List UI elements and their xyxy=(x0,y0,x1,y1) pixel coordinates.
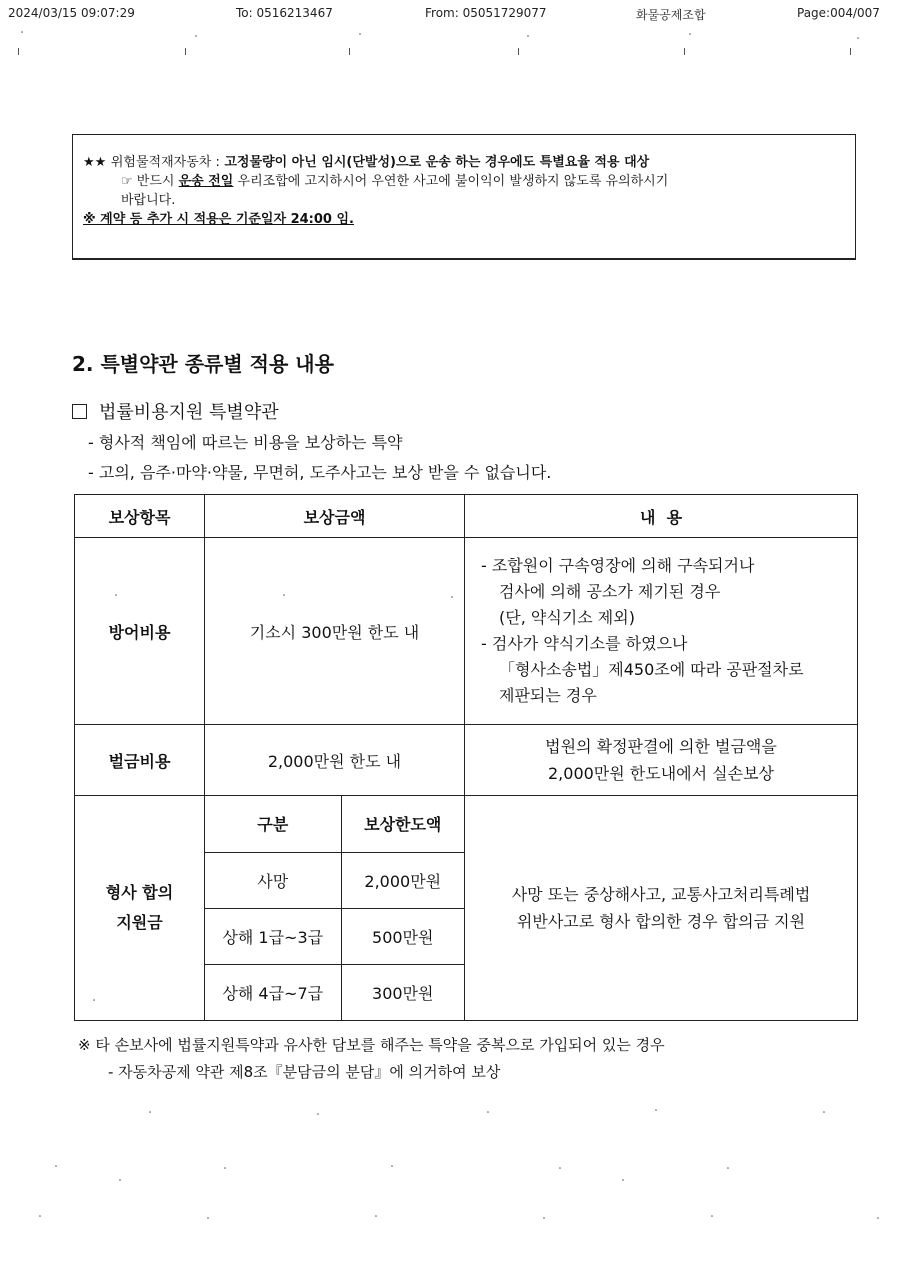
table-row-fine xyxy=(75,725,858,796)
inner-limit: 2,000만원 xyxy=(341,852,464,908)
header-description: 내 용 xyxy=(465,495,858,538)
row-amount-defense: 기소시 300만원 한도 내 xyxy=(205,538,465,725)
table-row-settlement xyxy=(75,796,858,1021)
row-desc-defense xyxy=(465,538,858,725)
desc-line: - 조합원이 구속영장에 의해 구속되거나 xyxy=(481,556,755,575)
desc-line: 사망 또는 중상해사고, 교통사고처리특례법 xyxy=(511,885,811,904)
row-label-settlement xyxy=(75,796,205,1021)
table-row xyxy=(205,852,464,908)
table-row-defense xyxy=(75,538,858,725)
table-row xyxy=(205,908,464,964)
notice-instruction-text: 우리조합에 고지하시어 우연한 사고에 불이익이 발생하지 않도록 유의하시기 xyxy=(237,174,669,189)
header-coverage-item: 보상항목 xyxy=(75,495,205,538)
section-title: 2. 특별약관 종류별 적용 내용 xyxy=(72,352,334,376)
desc-line: - 검사가 약식기소를 하였으나 xyxy=(481,634,688,653)
checkbox-icon xyxy=(72,404,87,419)
inner-header-limit: 보상한도액 xyxy=(341,796,464,852)
row-desc-settlement xyxy=(465,796,858,1021)
desc-line: 「형사소송법」제450조에 따라 공판절차로 xyxy=(499,660,804,679)
subsection-title: 법률비용지원 특별약관 xyxy=(99,402,279,423)
inner-limit: 300만원 xyxy=(372,983,434,1003)
table-row xyxy=(205,964,464,1020)
inner-type: 상해 1급~3급 xyxy=(205,908,341,964)
inner-header-row xyxy=(205,796,464,852)
label-line: 지원금 xyxy=(116,913,163,932)
star-marks: ★★ xyxy=(83,155,107,170)
subsection-bullets xyxy=(88,428,551,488)
notice-instruction-cont: 바랍니다. xyxy=(121,193,176,208)
footnote-line: ※ 타 손보사에 법률지원특약과 유사한 담보를 해주는 특약을 중복으로 가입되어 있는 경우 xyxy=(78,1036,665,1054)
fax-page-number: Page:004/007 xyxy=(797,6,880,20)
table-header-row xyxy=(75,495,858,538)
inner-limit: 500만원 xyxy=(341,908,464,964)
desc-line: 2,000만원 한도내에서 실손보상 xyxy=(548,764,774,783)
notice-box xyxy=(72,134,856,260)
inner-type: 상해 4급~7급 xyxy=(205,964,341,1020)
row-label-fine: 벌금비용 xyxy=(75,725,205,796)
fax-recipient: To: 0516213467 xyxy=(236,6,333,20)
inner-header-type: 구분 xyxy=(205,796,341,852)
fax-header xyxy=(0,6,900,26)
label-line: 형사 합의 xyxy=(105,883,174,902)
notice-instruction xyxy=(83,172,845,191)
footnote xyxy=(78,1032,665,1086)
desc-line: 제판되는 경우 xyxy=(499,686,597,705)
pointing-hand-prefix: ☞ 반드시 xyxy=(121,174,175,189)
row-desc-fine xyxy=(465,725,858,796)
row-amount-fine: 2,000만원 한도 내 xyxy=(205,725,465,796)
row-label-defense: 방어비용 xyxy=(75,538,205,725)
settlement-limits-table xyxy=(205,796,464,1020)
footnote-line: - 자동차공제 약관 제8조『분담금의 분담』에 의거하여 보상 xyxy=(108,1063,501,1081)
subsection-heading xyxy=(72,398,279,424)
desc-line: 검사에 의해 공소가 제기된 경우 xyxy=(499,582,721,601)
desc-line: (단, 약식기소 제외) xyxy=(499,608,635,627)
notice-subject: 위험물적재자동차 : xyxy=(110,155,220,170)
desc-line: 위반사고로 형사 합의한 경우 합의금 지원 xyxy=(516,912,806,931)
desc-line: 법원의 확정판결에 의한 벌금액을 xyxy=(545,737,777,756)
fax-sender: From: 05051729077 xyxy=(425,6,547,20)
bullet-item: - 고의, 음주·마약·약물, 무면허, 도주사고는 보상 받을 수 없습니다. xyxy=(88,463,552,482)
settlement-limits-cell xyxy=(205,796,465,1021)
inner-type: 사망 xyxy=(205,852,341,908)
notice-cutoff: ※ 계약 등 추가 시 적용은 기준일자 24:00 임. xyxy=(83,212,354,227)
coverage-table xyxy=(74,494,858,1021)
header-coverage-amount: 보상금액 xyxy=(205,495,465,538)
fax-organization: 화물공제조합 xyxy=(636,8,706,22)
fax-timestamp: 2024/03/15 09:07:29 xyxy=(8,6,135,20)
bullet-item: - 형사적 책임에 따르는 비용을 보상하는 특약 xyxy=(88,433,403,452)
notice-emphasis: 고정물량이 아닌 임시(단발성)으로 운송 하는 경우에도 특별요율 적용 대상 xyxy=(224,155,650,170)
notice-deadline: 운송 전일 xyxy=(178,174,234,189)
notice-hazmat-line xyxy=(83,153,845,172)
